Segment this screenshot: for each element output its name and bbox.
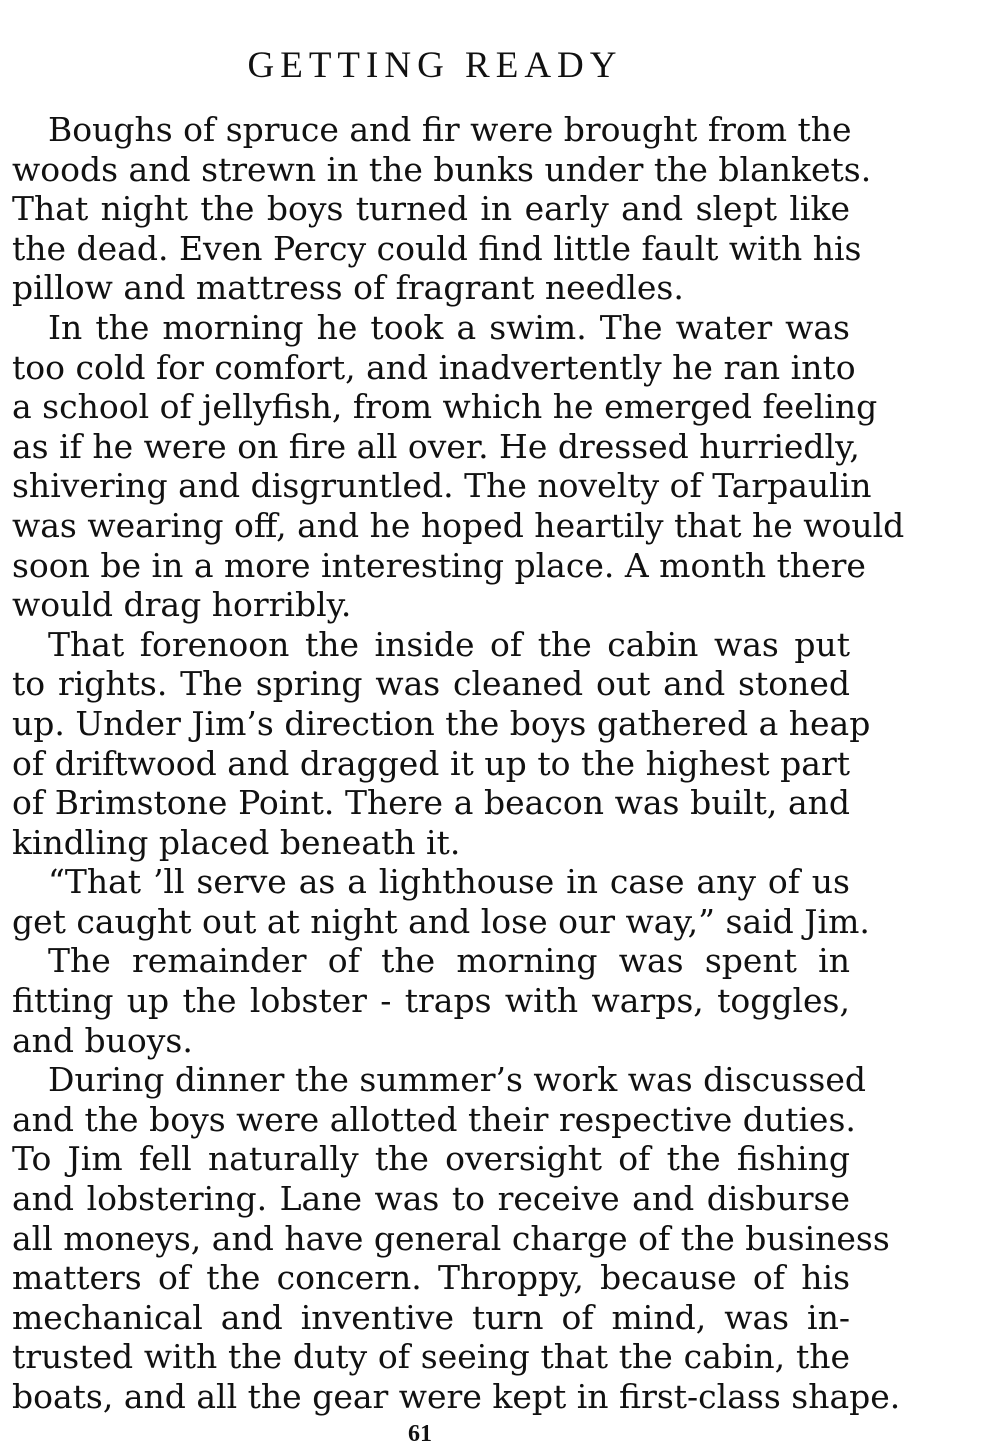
text-line: a school of jellyfish, from which he emerged feeling (12, 387, 878, 427)
text-line: kindling placed beneath it. (12, 822, 461, 862)
text-line: and buoys. (12, 1020, 193, 1060)
text-line: pillow and mattress of fragrant needles. (12, 268, 684, 308)
text-line: mechanical and inventive turn of mind, was in- (12, 1297, 850, 1337)
text-line: shivering and disgruntled. The novelty of Tarpaulin (12, 466, 872, 506)
text-line: In the morning he took a swim. The water was (48, 307, 850, 347)
paragraph (12, 862, 870, 941)
text-line: would drag horribly. (12, 585, 352, 625)
text-line: woods and strewn in the bunks under the blankets. (12, 149, 872, 189)
text-line: and lobstering. Lane was to receive and disburse (12, 1179, 850, 1219)
paragraph (12, 941, 850, 1060)
text-line: “That ’ll serve as a lighthouse in case any of us (48, 862, 850, 902)
text-line: That forenoon the inside of the cabin was put (48, 624, 850, 664)
page-number: 61 (408, 1421, 432, 1447)
text-line: to rights. The spring was cleaned out and stoned (12, 664, 850, 704)
text-line: Boughs of spruce and fir were brought from the (48, 110, 852, 149)
text-line: was wearing off, and he hoped heartily that he would (12, 505, 905, 545)
text-line: To Jim fell naturally the oversight of the fishing (12, 1139, 850, 1179)
text-line: trusted with the duty of seeing that the cabin, the (12, 1337, 850, 1377)
text-line: fitting up the lobster - traps with warps, toggles, (12, 981, 850, 1021)
text-line: up. Under Jim’s direction the boys gathered a heap (12, 703, 871, 743)
text-line: get caught out at night and lose our way,” said Jim. (12, 901, 870, 941)
text-line: During dinner the summer’s work was discussed (48, 1060, 867, 1100)
paragraph (12, 624, 871, 863)
paragraph (12, 1060, 901, 1416)
text-line: boats, and all the gear were kept in first-class shape. (12, 1377, 901, 1416)
text-line: and the boys were allotted their respective duties. (12, 1099, 856, 1139)
text-line: The remainder of the morning was spent in (48, 941, 850, 981)
text-line: of Brimstone Point. There a beacon was built, and (12, 783, 850, 823)
text-line: matters of the concern. Throppy, because of his (12, 1258, 850, 1298)
paragraph (12, 110, 872, 308)
running-head: GETTING READY (247, 45, 623, 86)
text-line: as if he were on fire all over. He dressed hurriedly, (12, 426, 860, 466)
paragraph (12, 307, 905, 625)
text-line: That night the boys turned in early and slept like (12, 189, 850, 229)
text-line: all moneys, and have general charge of the business (12, 1218, 890, 1258)
text-line: of driftwood and dragged it up to the highest part (12, 743, 850, 783)
text-line: soon be in a more interesting place. A month there (12, 545, 866, 585)
body-text (12, 110, 905, 1417)
text-line: the dead. Even Percy could find little fault with his (12, 228, 862, 268)
text-line: too cold for comfort, and inadvertently he ran into (12, 347, 856, 387)
